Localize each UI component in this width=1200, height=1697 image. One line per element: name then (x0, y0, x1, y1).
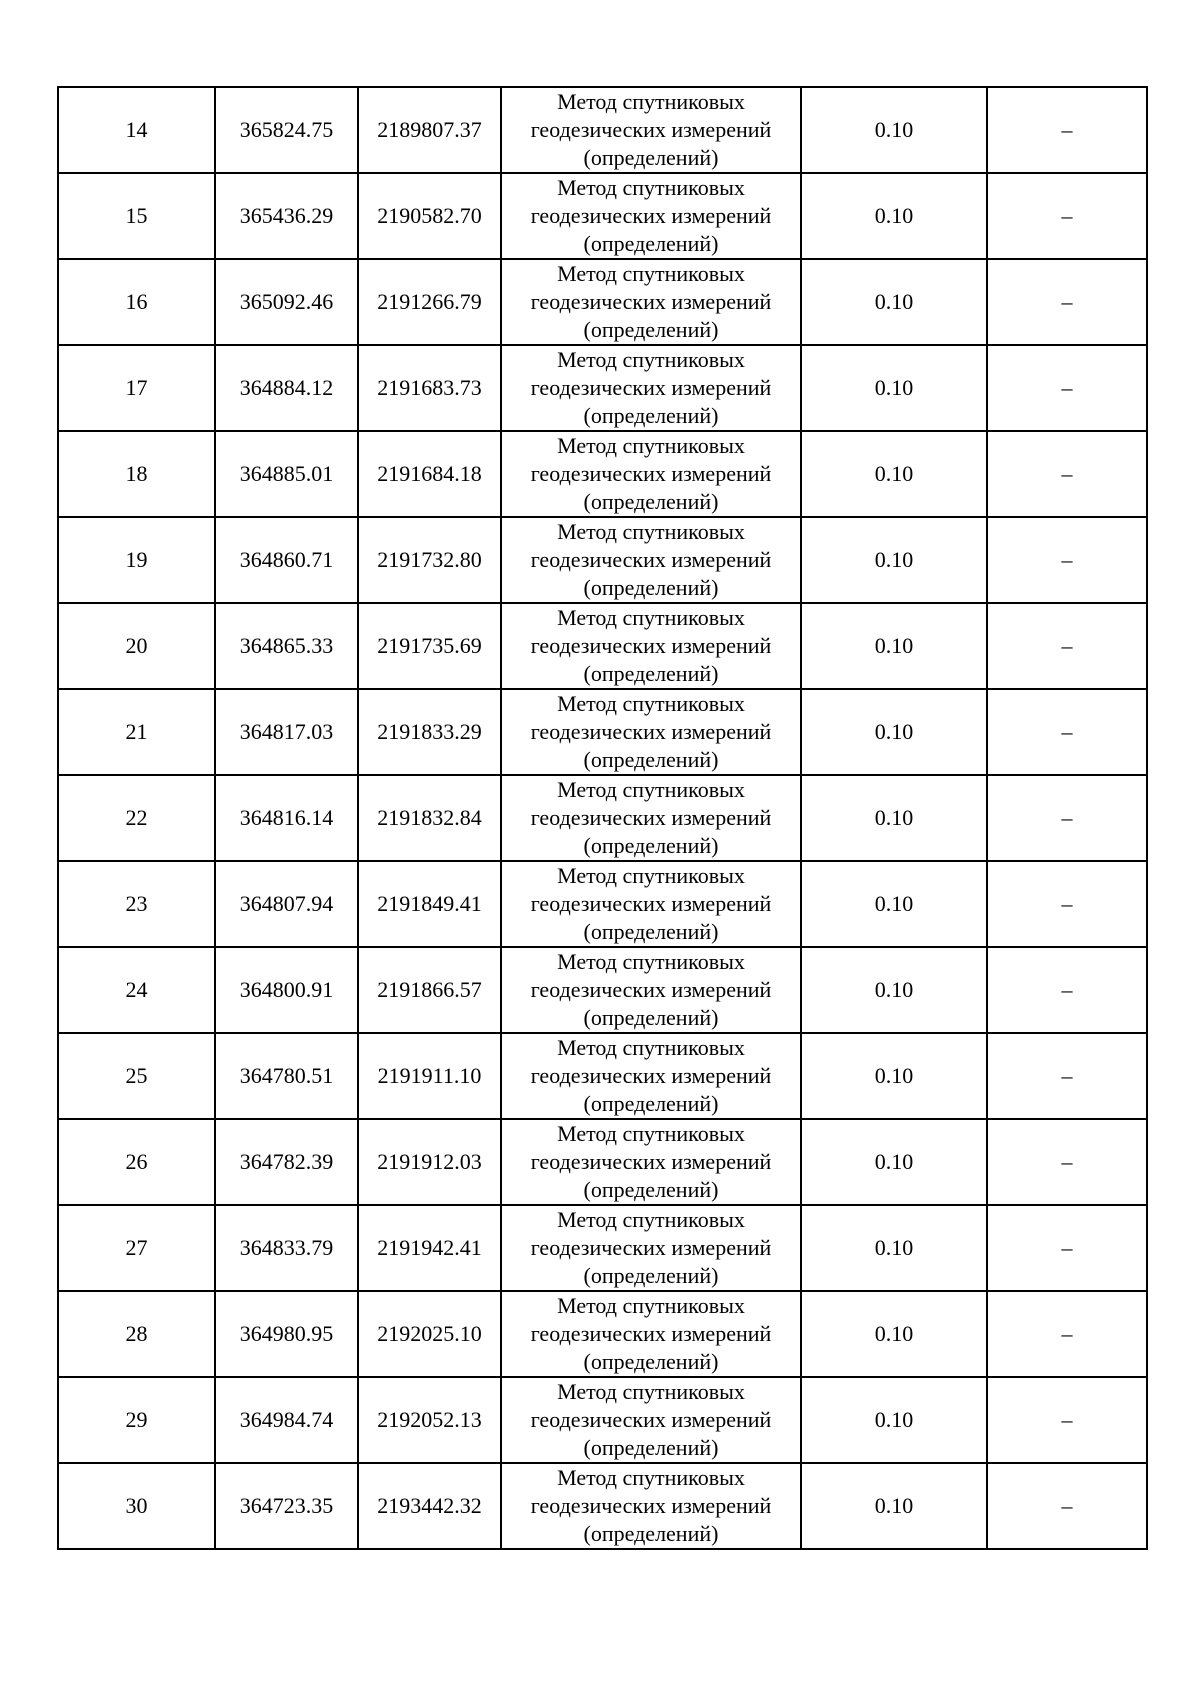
method-line: (определений) (583, 231, 719, 256)
table-row (58, 259, 1147, 345)
x-coordinate-cell: 364723.35 (215, 1463, 358, 1549)
point-number-cell: 25 (58, 1033, 215, 1119)
method-line: (определений) (583, 1435, 719, 1460)
table-row (58, 947, 1147, 1033)
y-coordinate-cell: 2191912.03 (358, 1119, 501, 1205)
method-line: (определений) (583, 833, 719, 858)
accuracy-cell: 0.10 (801, 1119, 987, 1205)
y-coordinate-cell: 2191911.10 (358, 1033, 501, 1119)
x-coordinate-cell: 364884.12 (215, 345, 358, 431)
method-line: геодезических измерений (530, 289, 772, 314)
method-cell (501, 1205, 801, 1291)
note-cell: – (987, 259, 1147, 345)
note-cell: – (987, 1463, 1147, 1549)
point-number-cell: 30 (58, 1463, 215, 1549)
method-line: Метод спутниковых (557, 175, 745, 200)
point-number-cell: 16 (58, 259, 215, 345)
y-coordinate-cell: 2191832.84 (358, 775, 501, 861)
note-cell: – (987, 173, 1147, 259)
method-line: геодезических измерений (530, 891, 772, 916)
accuracy-cell: 0.10 (801, 431, 987, 517)
method-line: Метод спутниковых (557, 433, 745, 458)
method-line: (определений) (583, 317, 719, 342)
table-row (58, 173, 1147, 259)
method-line: Метод спутниковых (557, 777, 745, 802)
method-line: (определений) (583, 919, 719, 944)
method-line: Метод спутниковых (557, 347, 745, 372)
y-coordinate-cell: 2192052.13 (358, 1377, 501, 1463)
method-line: (определений) (583, 1005, 719, 1030)
point-number-cell: 27 (58, 1205, 215, 1291)
table-body (58, 87, 1147, 1549)
point-number-cell: 19 (58, 517, 215, 603)
accuracy-cell: 0.10 (801, 345, 987, 431)
x-coordinate-cell: 364865.33 (215, 603, 358, 689)
y-coordinate-cell: 2191866.57 (358, 947, 501, 1033)
table-row (58, 431, 1147, 517)
accuracy-cell: 0.10 (801, 1033, 987, 1119)
method-line: (определений) (583, 661, 719, 686)
method-line: Метод спутниковых (557, 863, 745, 888)
method-line: геодезических измерений (530, 805, 772, 830)
y-coordinate-cell: 2192025.10 (358, 1291, 501, 1377)
note-cell: – (987, 87, 1147, 173)
y-coordinate-cell: 2191849.41 (358, 861, 501, 947)
method-line: геодезических измерений (530, 1321, 772, 1346)
point-number-cell: 20 (58, 603, 215, 689)
method-line: Метод спутниковых (557, 691, 745, 716)
accuracy-cell: 0.10 (801, 1291, 987, 1377)
table-row (58, 517, 1147, 603)
point-number-cell: 21 (58, 689, 215, 775)
method-line: Метод спутниковых (557, 89, 745, 114)
method-line: геодезических измерений (530, 461, 772, 486)
note-cell: – (987, 689, 1147, 775)
table-row (58, 1463, 1147, 1549)
method-cell (501, 87, 801, 173)
accuracy-cell: 0.10 (801, 947, 987, 1033)
method-cell (501, 1119, 801, 1205)
accuracy-cell: 0.10 (801, 517, 987, 603)
method-cell (501, 1033, 801, 1119)
method-line: (определений) (583, 145, 719, 170)
method-line: (определений) (583, 1263, 719, 1288)
point-number-cell: 17 (58, 345, 215, 431)
method-line: геодезических измерений (530, 719, 772, 744)
method-line: геодезических измерений (530, 1063, 772, 1088)
method-line: геодезических измерений (530, 117, 772, 142)
y-coordinate-cell: 2191735.69 (358, 603, 501, 689)
y-coordinate-cell: 2191942.41 (358, 1205, 501, 1291)
y-coordinate-cell: 2191684.18 (358, 431, 501, 517)
method-line: Метод спутниковых (557, 1035, 745, 1060)
method-line: Метод спутниковых (557, 1121, 745, 1146)
method-line: (определений) (583, 1349, 719, 1374)
point-number-cell: 29 (58, 1377, 215, 1463)
method-line: Метод спутниковых (557, 261, 745, 286)
point-number-cell: 26 (58, 1119, 215, 1205)
note-cell: – (987, 947, 1147, 1033)
table-row (58, 87, 1147, 173)
method-line: Метод спутниковых (557, 1379, 745, 1404)
x-coordinate-cell: 365436.29 (215, 173, 358, 259)
method-line: (определений) (583, 403, 719, 428)
method-line: геодезических измерений (530, 1235, 772, 1260)
point-number-cell: 23 (58, 861, 215, 947)
accuracy-cell: 0.10 (801, 173, 987, 259)
accuracy-cell: 0.10 (801, 1205, 987, 1291)
method-line: Метод спутниковых (557, 1207, 745, 1232)
table-row (58, 861, 1147, 947)
x-coordinate-cell: 364800.91 (215, 947, 358, 1033)
note-cell: – (987, 1377, 1147, 1463)
method-cell (501, 1463, 801, 1549)
note-cell: – (987, 1033, 1147, 1119)
method-line: (определений) (583, 1091, 719, 1116)
accuracy-cell: 0.10 (801, 861, 987, 947)
table-row (58, 1119, 1147, 1205)
note-cell: – (987, 1291, 1147, 1377)
accuracy-cell: 0.10 (801, 1463, 987, 1549)
table-row (58, 1205, 1147, 1291)
table-row (58, 345, 1147, 431)
method-cell (501, 689, 801, 775)
method-cell (501, 173, 801, 259)
method-line: геодезических измерений (530, 547, 772, 572)
point-number-cell: 28 (58, 1291, 215, 1377)
x-coordinate-cell: 364817.03 (215, 689, 358, 775)
y-coordinate-cell: 2193442.32 (358, 1463, 501, 1549)
accuracy-cell: 0.10 (801, 603, 987, 689)
method-line: Метод спутниковых (557, 605, 745, 630)
method-cell (501, 345, 801, 431)
x-coordinate-cell: 365824.75 (215, 87, 358, 173)
note-cell: – (987, 517, 1147, 603)
note-cell: – (987, 861, 1147, 947)
method-line: (определений) (583, 747, 719, 772)
method-line: Метод спутниковых (557, 949, 745, 974)
table-row (58, 1033, 1147, 1119)
method-line: геодезических измерений (530, 977, 772, 1002)
method-line: геодезических измерений (530, 633, 772, 658)
accuracy-cell: 0.10 (801, 259, 987, 345)
point-number-cell: 14 (58, 87, 215, 173)
table-row (58, 603, 1147, 689)
method-cell (501, 517, 801, 603)
method-line: (определений) (583, 489, 719, 514)
accuracy-cell: 0.10 (801, 775, 987, 861)
x-coordinate-cell: 365092.46 (215, 259, 358, 345)
x-coordinate-cell: 364984.74 (215, 1377, 358, 1463)
x-coordinate-cell: 364833.79 (215, 1205, 358, 1291)
x-coordinate-cell: 364885.01 (215, 431, 358, 517)
y-coordinate-cell: 2190582.70 (358, 173, 501, 259)
y-coordinate-cell: 2191266.79 (358, 259, 501, 345)
note-cell: – (987, 431, 1147, 517)
method-line: Метод спутниковых (557, 519, 745, 544)
method-line: геодезических измерений (530, 1493, 772, 1518)
method-line: (определений) (583, 575, 719, 600)
method-line: геодезических измерений (530, 1407, 772, 1432)
note-cell: – (987, 345, 1147, 431)
accuracy-cell: 0.10 (801, 87, 987, 173)
method-line: (определений) (583, 1177, 719, 1202)
method-line: Метод спутниковых (557, 1293, 745, 1318)
method-cell (501, 861, 801, 947)
point-number-cell: 18 (58, 431, 215, 517)
method-cell (501, 1291, 801, 1377)
table-row (58, 775, 1147, 861)
x-coordinate-cell: 364780.51 (215, 1033, 358, 1119)
method-cell (501, 603, 801, 689)
y-coordinate-cell: 2191732.80 (358, 517, 501, 603)
method-line: (определений) (583, 1521, 719, 1546)
method-line: Метод спутниковых (557, 1465, 745, 1490)
point-number-cell: 24 (58, 947, 215, 1033)
method-line: геодезических измерений (530, 203, 772, 228)
point-number-cell: 22 (58, 775, 215, 861)
method-cell (501, 947, 801, 1033)
accuracy-cell: 0.10 (801, 689, 987, 775)
y-coordinate-cell: 2189807.37 (358, 87, 501, 173)
table-row (58, 1377, 1147, 1463)
table-row (58, 1291, 1147, 1377)
accuracy-cell: 0.10 (801, 1377, 987, 1463)
coordinates-table (57, 86, 1148, 1550)
table-row (58, 689, 1147, 775)
point-number-cell: 15 (58, 173, 215, 259)
x-coordinate-cell: 364816.14 (215, 775, 358, 861)
x-coordinate-cell: 364980.95 (215, 1291, 358, 1377)
note-cell: – (987, 1205, 1147, 1291)
note-cell: – (987, 1119, 1147, 1205)
method-line: геодезических измерений (530, 375, 772, 400)
method-cell (501, 1377, 801, 1463)
x-coordinate-cell: 364807.94 (215, 861, 358, 947)
method-cell (501, 431, 801, 517)
method-cell (501, 259, 801, 345)
note-cell: – (987, 775, 1147, 861)
note-cell: – (987, 603, 1147, 689)
x-coordinate-cell: 364782.39 (215, 1119, 358, 1205)
y-coordinate-cell: 2191833.29 (358, 689, 501, 775)
method-line: геодезических измерений (530, 1149, 772, 1174)
x-coordinate-cell: 364860.71 (215, 517, 358, 603)
y-coordinate-cell: 2191683.73 (358, 345, 501, 431)
method-cell (501, 775, 801, 861)
